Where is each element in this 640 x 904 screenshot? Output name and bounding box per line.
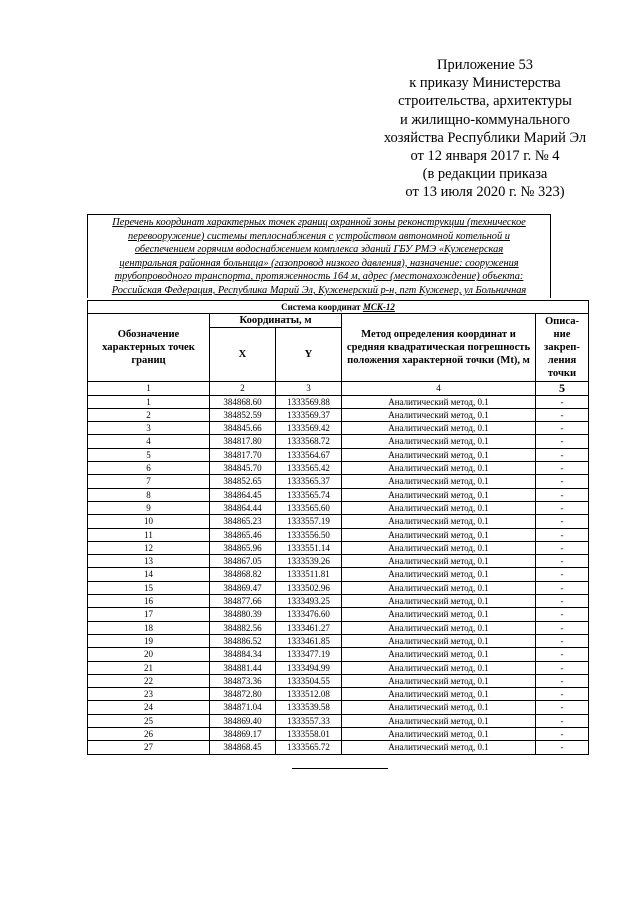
- appendix-header: [360, 56, 610, 202]
- x-coordinate-cell: 384880.39: [210, 608, 276, 621]
- description-cell: -: [536, 648, 589, 661]
- y-coordinate-cell: 1333569.42: [276, 422, 342, 435]
- table-row: [88, 555, 589, 568]
- y-coordinate-cell: 1333558.01: [276, 728, 342, 741]
- table-row: [88, 741, 589, 754]
- method-cell: Аналитический метод, 0.1: [342, 528, 536, 541]
- description-cell: -: [536, 621, 589, 634]
- method-cell: Аналитический метод, 0.1: [342, 581, 536, 594]
- caption-line: центральная районная больница» (газопровод низкого давления), назначение: сооружения: [119, 257, 519, 269]
- x-coordinate-cell: 384865.96: [210, 541, 276, 554]
- description-cell: -: [536, 395, 589, 408]
- table-row: [88, 621, 589, 634]
- table-row: [88, 435, 589, 448]
- description-cell: -: [536, 688, 589, 701]
- header-line: строительства, архитектуры: [398, 93, 572, 110]
- x-coordinate-cell: 384884.34: [210, 648, 276, 661]
- description-cell: -: [536, 541, 589, 554]
- column-number: 1: [88, 382, 210, 395]
- col-coords-header: Координаты, м: [210, 314, 342, 328]
- method-cell: Аналитический метод, 0.1: [342, 728, 536, 741]
- coordinate-system-name: МСК-12: [362, 302, 395, 312]
- method-cell: Аналитический метод, 0.1: [342, 435, 536, 448]
- table-row: [88, 422, 589, 435]
- method-cell: Аналитический метод, 0.1: [342, 475, 536, 488]
- point-number-cell: 19: [88, 634, 210, 647]
- method-cell: Аналитический метод, 0.1: [342, 422, 536, 435]
- caption-line: обеспечением горячим водоснабжением комплекса зданий ГБУ РМЭ «Куженерская: [134, 244, 504, 256]
- y-coordinate-cell: 1333493.25: [276, 595, 342, 608]
- col-x-header: X: [210, 328, 276, 382]
- method-cell: Аналитический метод, 0.1: [342, 741, 536, 754]
- point-number-cell: 24: [88, 701, 210, 714]
- table-row: [88, 714, 589, 727]
- caption-line: Перечень координат характерных точек границ охранной зоны реконструкции (техническое: [112, 217, 526, 228]
- point-number-cell: 27: [88, 741, 210, 754]
- table-row: [88, 595, 589, 608]
- column-number: 2: [210, 382, 276, 395]
- table-row: [88, 395, 589, 408]
- method-cell: Аналитический метод, 0.1: [342, 701, 536, 714]
- description-cell: -: [536, 448, 589, 461]
- point-number-cell: 22: [88, 674, 210, 687]
- point-number-cell: 13: [88, 555, 210, 568]
- description-cell: -: [536, 634, 589, 647]
- table-row: [88, 501, 589, 514]
- point-number-cell: 26: [88, 728, 210, 741]
- point-number-cell: 21: [88, 661, 210, 674]
- description-cell: -: [536, 435, 589, 448]
- method-cell: Аналитический метод, 0.1: [342, 515, 536, 528]
- x-coordinate-cell: 384871.04: [210, 701, 276, 714]
- method-cell: Аналитический метод, 0.1: [342, 674, 536, 687]
- method-cell: Аналитический метод, 0.1: [342, 688, 536, 701]
- method-cell: Аналитический метод, 0.1: [342, 608, 536, 621]
- y-coordinate-cell: 1333504.55: [276, 674, 342, 687]
- y-coordinate-cell: 1333551.14: [276, 541, 342, 554]
- header-line: и жилищно-коммунального: [399, 111, 571, 128]
- method-cell: Аналитический метод, 0.1: [342, 568, 536, 581]
- y-coordinate-cell: 1333461.27: [276, 621, 342, 634]
- table-row: [88, 488, 589, 501]
- description-cell: -: [536, 462, 589, 475]
- y-coordinate-cell: 1333461.85: [276, 634, 342, 647]
- table-row: [88, 701, 589, 714]
- description-cell: -: [536, 741, 589, 754]
- point-number-cell: 8: [88, 488, 210, 501]
- x-coordinate-cell: 384817.80: [210, 435, 276, 448]
- description-cell: -: [536, 674, 589, 687]
- table-row: [88, 608, 589, 621]
- table-row: [88, 581, 589, 594]
- x-coordinate-cell: 384865.46: [210, 528, 276, 541]
- coordinate-system-cell: [88, 301, 589, 314]
- point-number-cell: 10: [88, 515, 210, 528]
- table-row: [88, 634, 589, 647]
- table-row: [88, 408, 589, 421]
- y-coordinate-cell: 1333565.60: [276, 501, 342, 514]
- description-cell: -: [536, 488, 589, 501]
- table-row: [88, 568, 589, 581]
- y-coordinate-cell: 1333569.88: [276, 395, 342, 408]
- description-cell: -: [536, 515, 589, 528]
- point-number-cell: 12: [88, 541, 210, 554]
- table-row: [88, 661, 589, 674]
- x-coordinate-cell: 384868.45: [210, 741, 276, 754]
- method-cell: Аналитический метод, 0.1: [342, 621, 536, 634]
- description-cell: -: [536, 701, 589, 714]
- y-coordinate-cell: 1333502.96: [276, 581, 342, 594]
- x-coordinate-cell: 384867.05: [210, 555, 276, 568]
- document-caption: [87, 214, 551, 298]
- method-cell: Аналитический метод, 0.1: [342, 462, 536, 475]
- caption-line: Российская Федерация, Республика Марий Эл, Куженерский р-н, пгт Куженер, ул Больничная: [111, 284, 527, 296]
- method-cell: Аналитический метод, 0.1: [342, 541, 536, 554]
- point-number-cell: 1: [88, 395, 210, 408]
- table-row: [88, 462, 589, 475]
- description-cell: -: [536, 568, 589, 581]
- column-number-row: [88, 382, 589, 395]
- description-cell: -: [536, 608, 589, 621]
- x-coordinate-cell: 384865.23: [210, 515, 276, 528]
- point-number-cell: 17: [88, 608, 210, 621]
- col-y-header: Y: [276, 328, 342, 382]
- point-number-cell: 23: [88, 688, 210, 701]
- header-line: к приказу Министерства: [409, 75, 561, 92]
- column-number: 4: [342, 382, 536, 395]
- description-cell: -: [536, 595, 589, 608]
- method-cell: Аналитический метод, 0.1: [342, 448, 536, 461]
- table-row: [88, 674, 589, 687]
- y-coordinate-cell: 1333556.50: [276, 528, 342, 541]
- method-cell: Аналитический метод, 0.1: [342, 634, 536, 647]
- method-cell: Аналитический метод, 0.1: [342, 595, 536, 608]
- y-coordinate-cell: 1333494.99: [276, 661, 342, 674]
- description-cell: -: [536, 728, 589, 741]
- col-description-line: закреп-: [544, 342, 580, 354]
- y-coordinate-cell: 1333565.74: [276, 488, 342, 501]
- x-coordinate-cell: 384845.66: [210, 422, 276, 435]
- x-coordinate-cell: 384869.47: [210, 581, 276, 594]
- y-coordinate-cell: 1333565.42: [276, 462, 342, 475]
- col-description-line: Описа-: [544, 316, 580, 328]
- x-coordinate-cell: 384881.44: [210, 661, 276, 674]
- header-line: от 12 января 2017 г. № 4: [410, 148, 560, 165]
- description-cell: -: [536, 501, 589, 514]
- coordinates-table: [87, 300, 589, 755]
- point-number-cell: 6: [88, 462, 210, 475]
- col-method-header: Метод определения координат и средняя квадратическая погрешность положения характерной точки (Mt), м: [342, 314, 536, 382]
- method-cell: Аналитический метод, 0.1: [342, 395, 536, 408]
- x-coordinate-cell: 384872.80: [210, 688, 276, 701]
- table-row: [88, 475, 589, 488]
- y-coordinate-cell: 1333477.19: [276, 648, 342, 661]
- table-row: [88, 448, 589, 461]
- y-coordinate-cell: 1333539.26: [276, 555, 342, 568]
- column-number: 3: [276, 382, 342, 395]
- x-coordinate-cell: 384864.44: [210, 501, 276, 514]
- description-cell: -: [536, 714, 589, 727]
- separator-line: [292, 768, 388, 769]
- point-number-cell: 14: [88, 568, 210, 581]
- x-coordinate-cell: 384869.40: [210, 714, 276, 727]
- y-coordinate-cell: 1333564.67: [276, 448, 342, 461]
- point-number-cell: 9: [88, 501, 210, 514]
- method-cell: Аналитический метод, 0.1: [342, 555, 536, 568]
- description-cell: -: [536, 528, 589, 541]
- method-cell: Аналитический метод, 0.1: [342, 661, 536, 674]
- x-coordinate-cell: 384877.66: [210, 595, 276, 608]
- method-cell: Аналитический метод, 0.1: [342, 501, 536, 514]
- method-cell: Аналитический метод, 0.1: [342, 408, 536, 421]
- table-row: [88, 688, 589, 701]
- point-number-cell: 3: [88, 422, 210, 435]
- description-cell: -: [536, 661, 589, 674]
- x-coordinate-cell: 384869.17: [210, 728, 276, 741]
- header-line: хозяйства Республики Марий Эл: [383, 129, 587, 146]
- header-line: (в редакции приказа: [422, 166, 548, 183]
- table-row: [88, 528, 589, 541]
- method-cell: Аналитический метод, 0.1: [342, 648, 536, 661]
- x-coordinate-cell: 384868.60: [210, 395, 276, 408]
- point-number-cell: 16: [88, 595, 210, 608]
- x-coordinate-cell: 384868.82: [210, 568, 276, 581]
- x-coordinate-cell: 384882.56: [210, 621, 276, 634]
- point-number-cell: 15: [88, 581, 210, 594]
- x-coordinate-cell: 384817.70: [210, 448, 276, 461]
- point-number-cell: 25: [88, 714, 210, 727]
- caption-line: перевооружение) системы теплоснабжения с устройством автономной котельной и: [128, 230, 510, 242]
- x-coordinate-cell: 384845.70: [210, 462, 276, 475]
- y-coordinate-cell: 1333569.37: [276, 408, 342, 421]
- point-number-cell: 11: [88, 528, 210, 541]
- table-body: [88, 395, 589, 754]
- method-cell: Аналитический метод, 0.1: [342, 714, 536, 727]
- point-number-cell: 18: [88, 621, 210, 634]
- y-coordinate-cell: 1333476.60: [276, 608, 342, 621]
- y-coordinate-cell: 1333512.08: [276, 688, 342, 701]
- caption-line: трубопроводного транспорта, протяженность 164 м, адрес (местонахождение) объекта:: [114, 271, 524, 283]
- table-row: [88, 728, 589, 741]
- method-cell: Аналитический метод, 0.1: [342, 488, 536, 501]
- description-cell: -: [536, 408, 589, 421]
- table-row: [88, 541, 589, 554]
- header-line: Приложение 53: [437, 57, 533, 73]
- coordinate-system-row: [88, 301, 589, 314]
- y-coordinate-cell: 1333565.37: [276, 475, 342, 488]
- point-number-cell: 2: [88, 408, 210, 421]
- column-number: 5: [536, 382, 589, 395]
- y-coordinate-cell: 1333565.72: [276, 741, 342, 754]
- y-coordinate-cell: 1333568.72: [276, 435, 342, 448]
- col-description-header: [536, 314, 589, 382]
- point-number-cell: 5: [88, 448, 210, 461]
- point-number-cell: 20: [88, 648, 210, 661]
- y-coordinate-cell: 1333511.81: [276, 568, 342, 581]
- description-cell: -: [536, 422, 589, 435]
- header-line: от 13 июля 2020 г. № 323): [405, 184, 565, 201]
- col-description-line: ления: [547, 355, 577, 367]
- x-coordinate-cell: 384852.65: [210, 475, 276, 488]
- point-number-cell: 4: [88, 435, 210, 448]
- y-coordinate-cell: 1333557.19: [276, 515, 342, 528]
- x-coordinate-cell: 384864.45: [210, 488, 276, 501]
- y-coordinate-cell: 1333557.33: [276, 714, 342, 727]
- table-row: [88, 648, 589, 661]
- point-number-cell: 7: [88, 475, 210, 488]
- col-designation-header: Обозначение характерных точек границ: [88, 314, 210, 382]
- coordinate-system-label: Система координат: [281, 302, 363, 312]
- col-description-line: ние: [553, 329, 571, 341]
- x-coordinate-cell: 384852.59: [210, 408, 276, 421]
- x-coordinate-cell: 384886.52: [210, 634, 276, 647]
- y-coordinate-cell: 1333539.58: [276, 701, 342, 714]
- description-cell: -: [536, 555, 589, 568]
- table-row: [88, 515, 589, 528]
- header-row: [88, 314, 589, 328]
- x-coordinate-cell: 384873.36: [210, 674, 276, 687]
- description-cell: -: [536, 475, 589, 488]
- description-cell: -: [536, 581, 589, 594]
- col-description-line: точки: [547, 368, 577, 380]
